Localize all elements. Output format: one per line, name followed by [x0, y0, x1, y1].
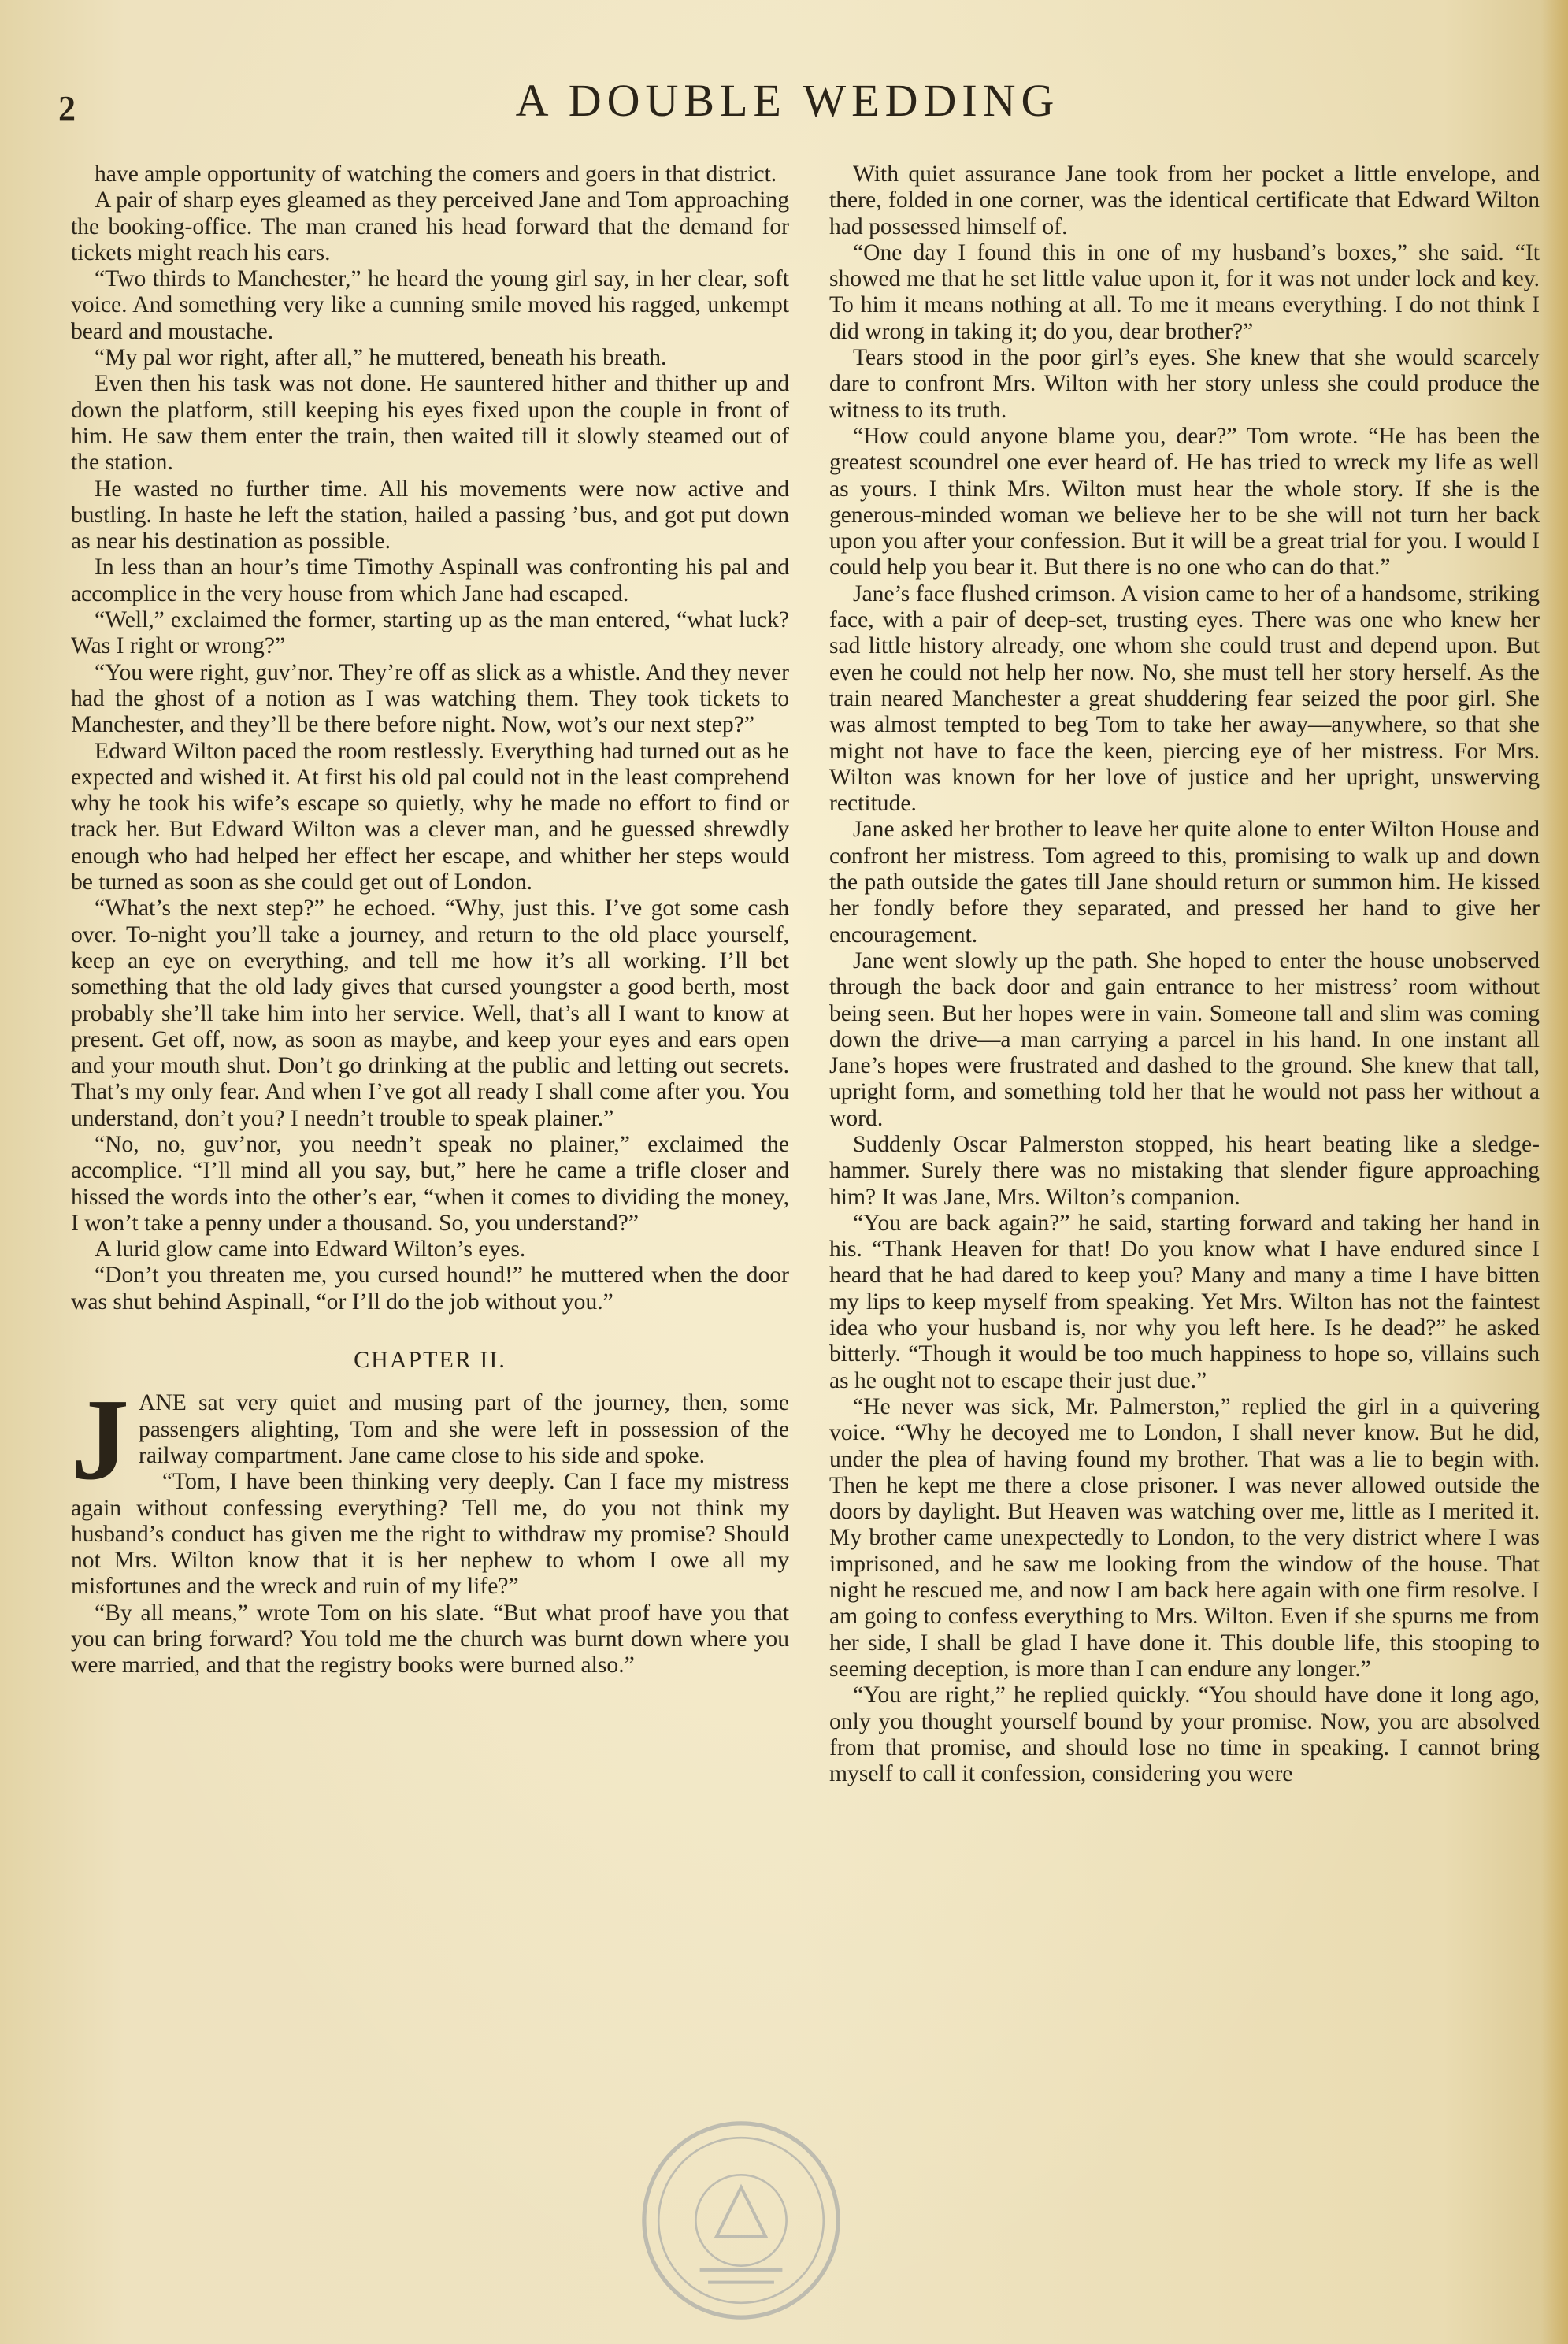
right-paragraph-11: “You are right,” he replied quickly. “You should have done it long ago, only you thought yourself bound by your promise. Now, you are absolved from that promise, and should lose no time in speaking. I cannot bring myself to call it confession, considering you were — [829, 1682, 1540, 1787]
left-paragraph-7: In less than an hour’s time Timothy Aspinall was confronting his pal and accomplice in the very house from which Jane had escaped. — [71, 554, 789, 606]
left-paragraph-12: “No, no, guv’nor, you needn’t speak no plainer,” exclaimed the accomplice. “I’ll mind all you say, but,” here he came a trifle closer and hissed the words into the other’s ear, “when it comes to dividing the money, I won’t take a penny under a thousand. So, you understand?” — [71, 1131, 789, 1236]
left-paragraph-1: have ample opportunity of watching the comers and goers in that district. — [95, 161, 777, 187]
left-column — [71, 161, 789, 2312]
chapter-opening-text: ANE sat very quiet and musing part of the journey, then, some passengers alighting, Tom and she were left in possession of the railway compartment. Jane came close to his side and spoke. — [139, 1390, 789, 1468]
right-paragraph-5: Jane’s face flushed crimson. A vision came to her of a handsome, striking face, with a pair of deep-set, trusting eyes. There was one who knew her sad little history already, one whom she could trust and depend upon. But even he could not help her now. No, she must tell her story herself. As the train neared Manchester a great shuddering fear seized the poor girl. She was almost tempted to beg Tom to take her away—anywhere, so that she might not have to face the keen, piercing eye of her mistress. For Mrs. Wilton was known for her love of justice and her upright, unswerving rectitude. — [829, 580, 1540, 817]
chapter-heading: CHAPTER II. — [354, 1347, 506, 1374]
right-paragraph-7: Jane went slowly up the path. She hoped to enter the house unobserved through the back door and gain entrance to her mistress’ room without being seen. But her hopes were in vain. Someone tall and slim was coming down the drive—a man carrying a parcel in his hand. In one instant all Jane’s hopes were frustrated and dashed to the ground. She knew that tall, upright form, and something told her that he would not pass her without a word. — [829, 948, 1540, 1131]
chapter-opening-paragraph — [71, 1375, 789, 1505]
right-paragraph-4: “How could anyone blame you, dear?” Tom wrote. “He has been the greatest scoundrel one ever heard of. He has tried to wreck my life as well as yours. I think Mrs. Wilton must hear the whole story. If she is the generous-minded woman we believe her to be she will not turn her back upon you after your confession. But it will be a great trial for you. I would I could help you bear it. But there is no one who can do that.” — [829, 423, 1540, 580]
right-paragraph-10: “He never was sick, Mr. Palmerston,” replied the girl in a quivering voice. “Why he decoyed me to London, I shall never know. But he did, under the plea of having found my brother. That was a lie to begin with. Then he kept me there a close prisoner. I was never allowed outside the doors by daylight. But Heaven was watching over me, little as I merited it. My brother came unexpectedly to London, to the very district where I was imprisoned, and he saw me looking from the window of the house. That night he rescued me, and now I am back here again with one firm resolve. I am going to confess everything to Mrs. Wilton. Even if she spurns me from her side, I shall be glad I have done it. This double life, this stooping to seeming deception, is more than I can endure any longer.” — [829, 1393, 1540, 1682]
left-paragraph-10: Edward Wilton paced the room restlessly. Everything had turned out as he expected and wished it. At first his old pal could not in the least comprehend why he took his wife’s escape so quietly, why he made no effort to find or track her. But Edward Wilton was a clever man, and he guessed shrewdly enough who had helped her effect her escape, and whither her steps would be turned as soon as she could get out of London. — [71, 738, 789, 896]
drop-cap-letter: J — [71, 1375, 129, 1505]
page-number: 2 — [58, 89, 76, 128]
left-paragraph-5: Even then his task was not done. He sauntered hither and thither up and down the platform, still keeping his eyes fixed upon the couple in front of him. He saw them enter the train, then waited till it slowly steamed out of the station. — [71, 371, 789, 476]
right-paragraph-6: Jane asked her brother to leave her quite alone to enter Wilton House and confront her mistress. Tom agreed to this, promising to walk up and down the path outside the gates till Jane should return or summon him. He kissed her fondly before they separated, and pressed her hand to give her encouragement. — [829, 817, 1540, 948]
left-paragraph-3: “Two thirds to Manchester,” he heard the young girl say, in her clear, soft voice. And something very like a cunning smile moved his ragged, unkempt beard and moustache. — [71, 266, 789, 344]
chapter-paragraph-3: “By all means,” wrote Tom on his slate. “But what proof have you that you can bring forward? You told me the church was burnt down where you were married, and that the registry books were burned also.” — [71, 1600, 789, 1678]
left-paragraph-11: “What’s the next step?” he echoed. “Why, just this. I’ve got some cash over. To-night you’ll take a journey, and return to the old place yourself, keep an eye on everything, and tell me how it’s all working. I’ll bet something that the old lady gives that cursed youngster a good berth, most probably she’ll take him into her service. Well, that’s all I want to know at present. Get off, now, as soon as maybe, and keep your eyes and ears open and your mouth shut. Don’t go drinking at the public and letting out secrets. That’s my only fear. And when I’ve got all ready I shall come after you. You understand, don’t you? I needn’t trouble to speak plainer.” — [71, 896, 789, 1131]
running-title: A DOUBLE WEDDING — [515, 75, 1060, 126]
right-paragraph-3: Tears stood in the poor girl’s eyes. She knew that she would scarcely dare to confront Mrs. Wilton with her story unless she could produce the witness to its truth. — [829, 345, 1540, 423]
left-paragraph-4: “My pal wor right, after all,” he muttered, beneath his breath. — [95, 345, 667, 371]
right-column — [829, 161, 1540, 2312]
left-paragraph-14: “Don’t you threaten me, you cursed hound!” he muttered when the door was shut behind Aspinall, “or I’ll do the job without you.” — [71, 1263, 789, 1315]
left-paragraph-8: “Well,” exclaimed the former, starting up as the man entered, “what luck? Was I right or wrong?” — [71, 607, 789, 659]
right-paragraph-8: Suddenly Oscar Palmerston stopped, his heart beating like a sledge-hammer. Surely there was no mistaking that slender figure approaching him? It was Jane, Mrs. Wilton’s companion. — [829, 1131, 1540, 1210]
left-paragraph-9: “You were right, guv’nor. They’re off as slick as a whistle. And they never had the ghost of a notion as I was watching them. They took tickets to Manchester, and they’ll be there before night. Now, wot’s our next step?” — [71, 659, 789, 738]
left-paragraph-6: He wasted no further time. All his movements were now active and bustling. In haste he left the station, hailed a passing ’bus, and got put down as near his destination as possible. — [71, 476, 789, 554]
right-paragraph-2: “One day I found this in one of my husband’s boxes,” she said. “It showed me that he set little value upon it, for it was not under lock and key. To him it means nothing at all. To me it means everything. I do not think I did wrong in taking it; do you, dear brother?” — [829, 239, 1540, 344]
chapter-paragraph-2: “Tom, I have been thinking very deeply. Can I face my mistress again without confessing everything? Tell me, do you not think my husband’s conduct has given me the right to withdraw my promise? Should not Mrs. Wilton know that it is her nephew to whom I owe all my misfortunes and the wreck and ruin of my life?” — [71, 1469, 789, 1600]
left-paragraph-13: A lurid glow came into Edward Wilton’s eyes. — [95, 1237, 526, 1263]
page-edge-shading — [1541, 0, 1568, 2344]
right-paragraph-1: With quiet assurance Jane took from her pocket a little envelope, and there, folded in one corner, was the identical certificate that Edward Wilton had possessed himself of. — [829, 161, 1540, 239]
right-paragraph-9: “You are back again?” he said, starting forward and taking her hand in his. “Thank Heaven for that! Do you know what I have endured since I heard that he had dared to keep you? Many and many a time I have bitten my lips to keep myself from speaking. Yet Mrs. Wilton has not the faintest idea who your husband is, nor why you left here. Is he dead?” he asked bitterly. “Though it would be too much happiness to hope so, villains such as he ought not to escape their just due.” — [829, 1210, 1540, 1393]
left-paragraph-2: A pair of sharp eyes gleamed as they perceived Jane and Tom approaching the booking-office. The man craned his head forward that the demand for tickets might reach his ears. — [71, 187, 789, 265]
